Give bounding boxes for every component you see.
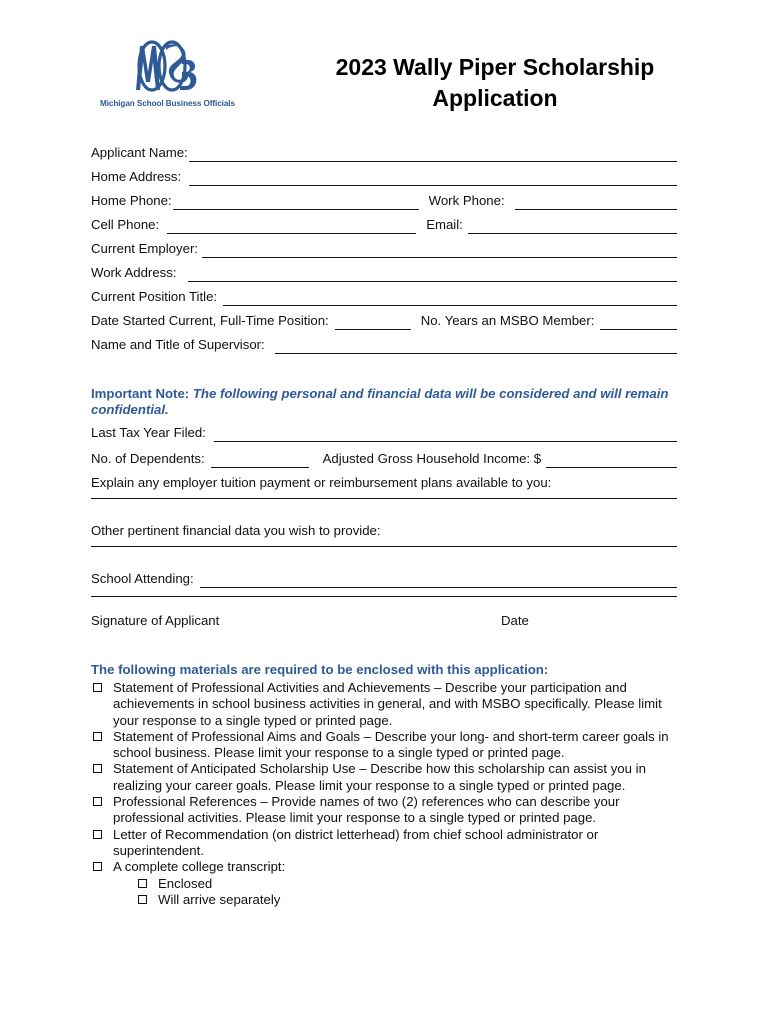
applicant-name-label: Applicant Name:: [91, 145, 188, 160]
checkbox[interactable]: [93, 732, 102, 741]
other-financial-label: Other pertinent financial data you wish to provide:: [91, 523, 381, 538]
last-tax-year-label: Last Tax Year Filed:: [91, 425, 206, 440]
requirements-heading: The following materials are required to be enclosed with this application:: [91, 662, 549, 677]
logo-text: Michigan School Business Officials: [100, 99, 235, 108]
list-item-text: Statement of Anticipated Scholarship Use – Describe how this scholarship can assist you in realizing your career goals. Please limit your response to a single typed or printed page.: [113, 761, 646, 793]
work-phone-label: Work Phone:: [428, 193, 505, 208]
school-attending-row: [91, 570, 677, 588]
last-tax-year-field[interactable]: [214, 427, 677, 442]
list-item: [91, 859, 681, 875]
home-address-label: Home Address:: [91, 169, 182, 184]
other-financial-field[interactable]: [91, 546, 677, 547]
transcript-option-separate: [91, 892, 681, 908]
checkbox[interactable]: [93, 764, 102, 773]
list-item: [91, 827, 681, 860]
dependents-field[interactable]: [211, 453, 309, 468]
work-phone-field[interactable]: [515, 195, 677, 210]
note-text: The following personal and financial data will be considered and will remain confidential.: [91, 386, 669, 417]
explain-tuition-label: Explain any employer tuition payment or reimbursement plans available to you:: [91, 475, 552, 490]
school-attending-field[interactable]: [200, 573, 677, 588]
supervisor-row: [91, 336, 677, 354]
home-address-field[interactable]: [189, 171, 677, 186]
position-title-field[interactable]: [223, 291, 677, 306]
dependents-income-row: [91, 450, 677, 468]
list-item: [91, 761, 681, 794]
work-address-field[interactable]: [188, 267, 677, 282]
signature-label: Signature of Applicant: [91, 613, 220, 628]
email-label: Email:: [426, 217, 463, 232]
confidentiality-note: [91, 386, 681, 418]
work-address-row: [91, 264, 677, 282]
requirements-list: [91, 680, 681, 908]
checkbox[interactable]: [93, 830, 102, 839]
explain-tuition-field[interactable]: [91, 498, 677, 499]
supervisor-field[interactable]: [275, 339, 677, 354]
school-attending-label: School Attending:: [91, 571, 194, 586]
signature-line[interactable]: [91, 596, 677, 597]
current-employer-label: Current Employer:: [91, 241, 199, 256]
home-address-row: [91, 168, 677, 186]
checkbox[interactable]: [93, 862, 102, 871]
cell-phone-field[interactable]: [167, 219, 416, 234]
list-item: [91, 680, 681, 729]
list-item-text: Statement of Professional Aims and Goals – Describe your long- and short-term career goals in school business. Please limit your response to a single typed or printed page.: [113, 728, 669, 761]
title-line-1: 2023 Wally Piper Scholarship: [335, 54, 655, 80]
checkbox[interactable]: [93, 797, 102, 806]
list-item-text: Professional References – Provide names of two (2) references who can describe your professional activities. Please limit your response to a single typed or printed page.: [113, 794, 620, 826]
date-started-row: [91, 312, 677, 330]
page-title: [300, 52, 690, 114]
home-phone-field[interactable]: [173, 195, 419, 210]
transcript-option-enclosed: [91, 876, 681, 892]
cell-phone-label: Cell Phone:: [91, 217, 160, 232]
last-tax-year-row: [91, 424, 677, 442]
msbo-logo: [100, 36, 235, 116]
current-employer-row: [91, 240, 677, 258]
date-label: Date: [501, 613, 529, 628]
checkbox[interactable]: [138, 879, 147, 888]
years-member-label: No. Years an MSBO Member:: [420, 313, 595, 328]
cell-email-row: [91, 216, 677, 234]
position-title-label: Current Position Title:: [91, 289, 218, 304]
supervisor-label: Name and Title of Supervisor:: [91, 337, 265, 352]
applicant-name-row: [91, 144, 677, 162]
date-started-label: Date Started Current, Full-Time Position:: [91, 313, 329, 328]
agi-field[interactable]: [546, 453, 677, 468]
note-prefix: Important Note:: [91, 386, 190, 401]
list-item: [91, 794, 681, 827]
transcript-option-label: Will arrive separately: [158, 891, 281, 907]
work-address-label: Work Address:: [91, 265, 177, 280]
list-item-text: A complete college transcript:: [113, 859, 286, 875]
date-started-field[interactable]: [335, 315, 411, 330]
email-field[interactable]: [468, 219, 677, 234]
applicant-name-field[interactable]: [189, 147, 677, 162]
transcript-option-label: Enclosed: [158, 875, 213, 891]
current-employer-field[interactable]: [202, 243, 677, 258]
title-line-2: Application: [432, 85, 558, 111]
msbo-monogram-icon: [130, 36, 202, 98]
checkbox[interactable]: [93, 683, 102, 692]
list-item-text: Statement of Professional Activities and Achievements – Describe your participation and achievements in school business activities in general, and with MSBO specifically. Please limit your response to a single typed or printed page.: [113, 680, 662, 728]
home-phone-label: Home Phone:: [91, 193, 172, 208]
dependents-label: No. of Dependents:: [91, 451, 205, 466]
agi-label: Adjusted Gross Household Income: $: [322, 451, 542, 466]
phone-row: [91, 192, 677, 210]
list-item: [91, 729, 681, 762]
list-item-text: Letter of Recommendation (on district letterhead) from chief school administrator or superintendent.: [113, 826, 599, 858]
checkbox[interactable]: [138, 895, 147, 904]
position-title-row: [91, 288, 677, 306]
years-member-field[interactable]: [600, 315, 677, 330]
